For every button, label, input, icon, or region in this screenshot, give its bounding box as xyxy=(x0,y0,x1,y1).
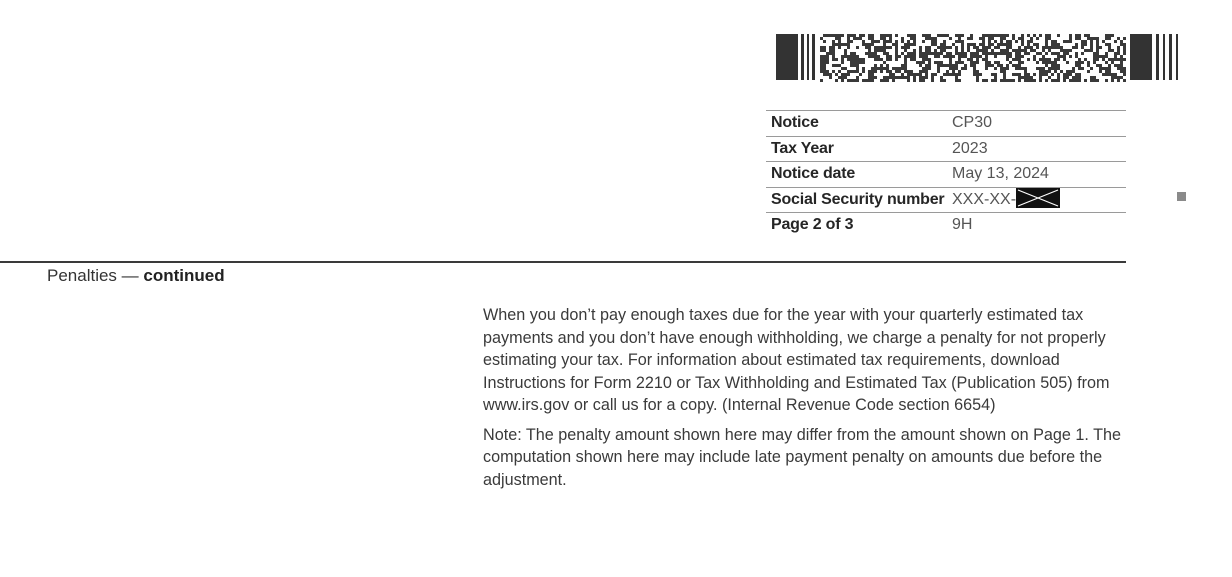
section-divider xyxy=(0,261,1126,263)
ssn-value xyxy=(952,188,1060,212)
page-code: 9H xyxy=(952,216,973,233)
penalty-note: Note: The penalty amount shown here may differ from the amount shown on Page 1. The computation shown here may include late payment penalty on amounts due before the adjustment. xyxy=(483,425,1121,489)
tax-year-value: 2023 xyxy=(952,139,988,157)
notice-label: Notice xyxy=(771,114,819,131)
notice-info-table xyxy=(766,110,1126,238)
tax-year-label: Tax Year xyxy=(771,139,834,157)
page-label: Page 2 of 3 xyxy=(771,216,854,233)
section-title-prefix: Penalties — xyxy=(47,266,144,285)
margin-mark-icon xyxy=(1177,192,1186,201)
redaction-icon xyxy=(1016,188,1060,208)
penalty-paragraph: When you don’t pay enough taxes due for the year with your quarterly estimated tax payments and you don’t have enough withholding, we charge a penalty for not properly estimating your tax. For information about estimated tax requirements, download Instructions for Form 2210 or Tax Withholding and Estimated Tax (Publication 505) from www.irs.gov or call us for a copy. (Internal Revenue Code section 6654) xyxy=(483,306,1110,414)
notice-date-row xyxy=(766,161,1126,187)
barcode-icon xyxy=(776,34,1180,82)
notice-value: CP30 xyxy=(952,114,993,131)
notice-row xyxy=(766,110,1126,136)
section-title xyxy=(47,265,225,287)
section-title-continued: continued xyxy=(143,266,225,285)
ssn-label: Social Security number xyxy=(771,190,945,208)
notice-date-value: May 13, 2024 xyxy=(952,165,1049,182)
ssn-value-text: XXX-XX- xyxy=(952,190,1017,208)
penalty-explanation xyxy=(483,304,1133,498)
tax-year-row xyxy=(766,136,1126,162)
ssn-row xyxy=(766,187,1126,213)
page-row xyxy=(766,212,1126,238)
2d-barcode-icon xyxy=(776,34,1180,82)
notice-date-label: Notice date xyxy=(771,165,856,182)
